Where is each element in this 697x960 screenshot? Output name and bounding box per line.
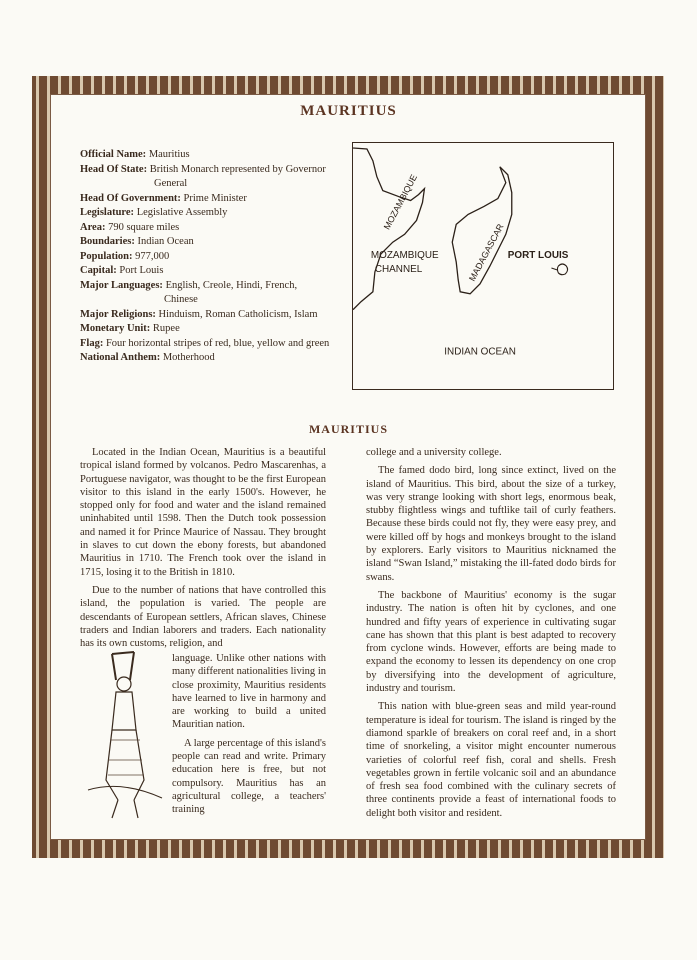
col2-paragraph-2: The backbone of Mauritius' economy is the sugar industry. The nation is often hit by cyclones, and one hundred and fifty years of experience in cultivating sugar cane has shown that this plant is best adapted to recovery from cyclone winds. However, efforts are being made to expand the economy to lessen its dependency on one crop by diversifying into the development of agriculture, industry and tourism. [366, 589, 616, 695]
fact-national-anthem: National Anthem: Motherhood [80, 352, 215, 363]
mauritius-marker [551, 268, 557, 270]
article-title: MAURITIUS [308, 422, 388, 436]
mauritius-island [557, 264, 567, 275]
fact-capital: Capital: Port Louis [80, 265, 164, 276]
article-column-1-wrap [172, 652, 326, 822]
col1-paragraph-2: Due to the number of nations that have controlled this island, the population is varied. The people are descendants of European settlers, African slaves, Chinese traders and Indian laborers and traders. Each nationality has its own customs, religion, and [80, 584, 326, 650]
map-label-port-louis: PORT LOUIS [507, 250, 569, 262]
region-map [352, 142, 614, 390]
col1-paragraph-3: A large percentage of this island's people can read and write. Primary education here is free, but not compulsory. Mauritius has an agricultural college, a teachers' training [172, 737, 326, 816]
col2-paragraph-3: This nation with blue-green seas and mild year-round temperature is ideal for tourism. The island is ringed by the diamond sparkle of breakers on coral reef and, in a short time of snorkeling, a visitor might encounter numerous varieties of colorful reef fish, coral and shells. Fresh vegetables grown in fertile volcanic soil and an abundance of fresh sea food combined with the culinary secrets of three continents provide a feast of international foods to delight both visitor and resident. [366, 701, 616, 819]
map-drawing [353, 143, 613, 389]
fact-legislature: Legislature: Legislative Assembly [80, 207, 228, 218]
map-label-indian-ocean: INDIAN OCEAN [444, 346, 516, 358]
article-column-2 [366, 446, 616, 825]
col2-paragraph-0: college and a university college. [366, 447, 502, 458]
fact-head-of-government: Head Of Government: Prime Minister [80, 192, 247, 204]
fact-head-of-state: Head Of State: British Monarch represented by Governor General [80, 163, 326, 189]
fact-official-name: Official Name: Mauritius [80, 149, 190, 160]
col2-paragraph-1: The famed dodo bird, long since extinct, lived on the island of Mauritius. This bird, about the size of a turkey, was very strange looking with short legs, enormous beak, stubby flightless wings and tuftlike tail of curly feathers. Because these birds could not fly, they were easy prey, and were killed off by hogs and monkeys brought to the island by explorers. Early visitors to Mauritius nicknamed the island “Swan Island,” mistaking the ill-fated dodo birds for swans. [366, 465, 616, 583]
col1-paragraph-2-continued: language. Unlike other nations with many different nationalities living in close proximity, Mauritius residents have learned to live in harmony and are working to build a united Mauritian nation. [172, 653, 326, 731]
article-column-1 [80, 446, 326, 655]
islander-illustration [82, 650, 168, 825]
fact-major-languages: Major Languages: English, Creole, Hindi, French, Chinese [80, 279, 298, 305]
fact-flag: Flag: Four horizontal stripes of red, blue, yellow and green [80, 337, 330, 349]
map-label-madagascar: MADAGASCAR [467, 222, 506, 283]
fact-boundaries: Boundaries: Indian Ocean [80, 236, 194, 247]
map-label-channel-1: MOZAMBIQUE [370, 250, 439, 262]
fact-major-religions: Major Religions: Hinduism, Roman Catholicism, Islam [80, 308, 318, 320]
page-title: MAURITIUS [300, 103, 397, 119]
col1-paragraph-1: Located in the Indian Ocean, Mauritius is a beautiful tropical island formed by volcanos. Pedro Mascarenhas, a Portuguese navigator, was thought to be the first European visitor to this island in the early 1500's. However, he stopped only for food and water and the island remained uninhabited until 1598. Then the Dutch took possession and named it for Prince Maurice of Nassau. They brought in slaves to cut down the ebony forests, but abandoned Mauritius in 1710. The French took over the island in 1715, losing it to the British in 1810. [80, 447, 326, 578]
fact-monetary-unit: Monetary Unit: Rupee [80, 323, 180, 334]
fact-area: Area: 790 square miles [80, 221, 180, 233]
fact-population: Population: 977,000 [80, 250, 170, 262]
map-label-mozambique: MOZAMBIQUE [381, 172, 420, 232]
fact-list [80, 148, 332, 366]
map-label-channel-2: CHANNEL [374, 263, 423, 275]
